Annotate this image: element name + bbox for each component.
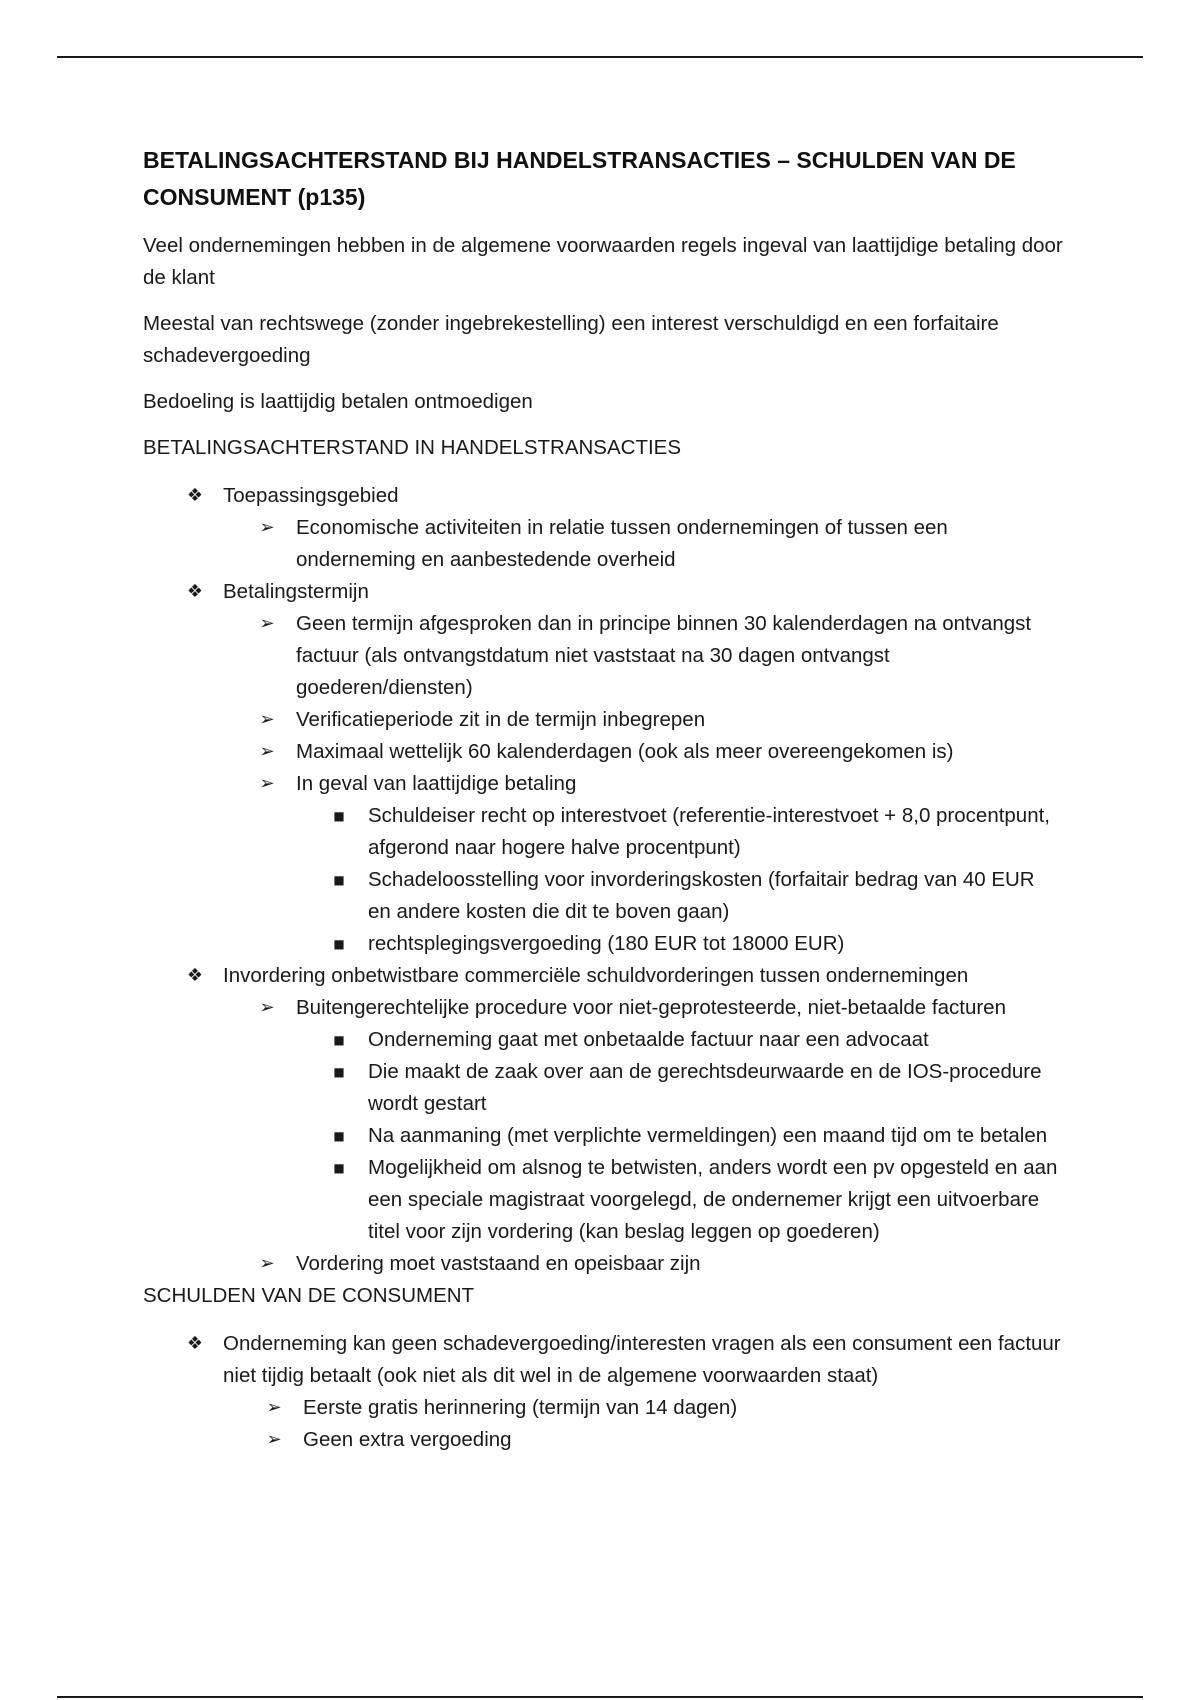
list-item (143, 736, 1063, 768)
list-item (143, 1024, 1063, 1056)
list-item (143, 1120, 1063, 1152)
sub-list (143, 512, 1063, 576)
arrow-bullet-icon: ➢ (259, 997, 275, 1018)
arrow-bullet-icon: ➢ (259, 741, 275, 762)
list-item (143, 800, 1063, 864)
list-item (143, 1056, 1063, 1120)
list-item (143, 928, 1063, 960)
list-item-text: Schuldeiser recht op interestvoet (referentie-interestvoet + 8,0 procentpunt, afgerond naar hogere halve procentpunt) (368, 804, 1051, 859)
diamond-bullet-icon: ❖ (186, 581, 204, 602)
list-item (143, 1328, 1063, 1456)
list-item-text: Die maakt de zaak over aan de gerechtsdeurwaarde en de IOS-procedure wordt gestart (368, 1060, 1042, 1115)
section-heading-consument: SCHULDEN VAN DE CONSUMENT (143, 1284, 475, 1307)
list-item-text: Verificatieperiode zit in de termijn inbegrepen (296, 708, 706, 731)
sub-list (150, 1392, 1063, 1456)
list-item-text: rechtsplegingsvergoeding (180 EUR tot 18000 EUR) (368, 932, 845, 955)
list-item-text: Vordering moet vaststaand en opeisbaar zijn (296, 1252, 701, 1275)
sub-list (143, 608, 1063, 960)
list-item-text: Geen termijn afgesproken dan in principe binnen 30 kalenderdagen na ontvangst factuur (als ontvangstdatum niet vaststaat na 30 dagen ontvangst goederen/diensten) (296, 612, 1032, 699)
diamond-bullet-icon: ❖ (186, 485, 204, 506)
arrow-bullet-icon: ➢ (266, 1429, 282, 1450)
header-rule (57, 56, 1143, 58)
list-item (143, 1248, 1063, 1280)
list-item-text: Eerste gratis herinnering (termijn van 14 dagen) (303, 1396, 738, 1419)
list-item (143, 864, 1063, 928)
square-bullet-icon: ■ (333, 1065, 345, 1079)
list-item-text: Mogelijkheid om alsnog te betwisten, anders wordt een pv opgesteld en aan een speciale magistraat voorgelegd, de ondernemer krijgt een uitvoerbare titel voor zijn vordering (kan beslag leggen op goederen) (368, 1156, 1058, 1243)
list-item (143, 960, 1063, 1280)
list-item (143, 576, 1063, 960)
list-item-text: Na aanmaning (met verplichte vermeldingen) een maand tijd om te betalen (368, 1124, 1048, 1147)
list-item-text: Economische activiteiten in relatie tussen ondernemingen of tussen een onderneming en aanbestedende overheid (296, 516, 948, 571)
list-item-text: Betalingstermijn (223, 580, 369, 603)
list-item (143, 1152, 1063, 1248)
list-item-text: Schadeloosstelling voor invorderingskosten (forfaitair bedrag van 40 EUR en andere kosten die dit te boven gaan) (368, 868, 1035, 923)
arrow-bullet-icon: ➢ (259, 613, 275, 634)
square-bullet-icon: ■ (333, 937, 345, 951)
list-item-text: Onderneming kan geen schadevergoeding/interesten vragen als een consument een factuur niet tijdig betaalt (ook niet als dit wel in de algemene voorwaarden staat) (223, 1332, 1061, 1387)
list-item-text: In geval van laattijdige betaling (296, 772, 577, 795)
list-item (143, 480, 1063, 576)
list-item (143, 992, 1063, 1248)
arrow-bullet-icon: ➢ (266, 1397, 282, 1418)
square-bullet-icon: ■ (333, 873, 345, 887)
footer-rule (57, 1696, 1143, 1698)
list-item-text: Onderneming gaat met onbetaalde factuur naar een advocaat (368, 1028, 929, 1051)
sub-list (143, 992, 1063, 1280)
list-item (143, 704, 1063, 736)
arrow-bullet-icon: ➢ (259, 773, 275, 794)
sub-sub-list (143, 800, 1063, 960)
paragraph: Veel ondernemingen hebben in de algemene voorwaarden regels ingeval van laattijdige betaling door de klant (143, 234, 1063, 289)
document-title: BETALINGSACHTERSTAND BIJ HANDELSTRANSACTIES – SCHULDEN VAN DE CONSUMENT (p135) (143, 147, 1016, 210)
arrow-bullet-icon: ➢ (259, 517, 275, 538)
square-bullet-icon: ■ (333, 809, 345, 823)
square-bullet-icon: ■ (333, 1033, 345, 1047)
list-item-text: Geen extra vergoeding (303, 1428, 512, 1451)
sub-sub-list (143, 1024, 1063, 1248)
section-heading-handelstransacties: BETALINGSACHTERSTAND IN HANDELSTRANSACTIES (143, 436, 682, 459)
list-item-text: Toepassingsgebied (223, 484, 399, 507)
list-item (143, 608, 1063, 704)
document-body (143, 142, 1063, 1456)
arrow-bullet-icon: ➢ (259, 1253, 275, 1274)
diamond-bullet-icon: ❖ (186, 965, 204, 986)
list-item (143, 768, 1063, 960)
list-item (150, 1424, 1063, 1456)
arrow-bullet-icon: ➢ (259, 709, 275, 730)
list-item-text: Buitengerechtelijke procedure voor niet-geprotesteerde, niet-betaalde facturen (296, 996, 1006, 1019)
paragraph: Bedoeling is laattijdig betalen ontmoedigen (143, 390, 533, 413)
bullet-list-handelstransacties (143, 480, 1063, 1280)
bullet-list-consument (143, 1328, 1063, 1456)
square-bullet-icon: ■ (333, 1129, 345, 1143)
list-item-text: Invordering onbetwistbare commerciële schuldvorderingen tussen ondernemingen (223, 964, 969, 987)
list-item (150, 1392, 1063, 1424)
list-item (143, 512, 1063, 576)
square-bullet-icon: ■ (333, 1161, 345, 1175)
paragraph: Meestal van rechtswege (zonder ingebrekestelling) een interest verschuldigd en een forfaitaire schadevergoeding (143, 312, 999, 367)
diamond-bullet-icon: ❖ (186, 1333, 204, 1354)
list-item-text: Maximaal wettelijk 60 kalenderdagen (ook als meer overeengekomen is) (296, 740, 954, 763)
